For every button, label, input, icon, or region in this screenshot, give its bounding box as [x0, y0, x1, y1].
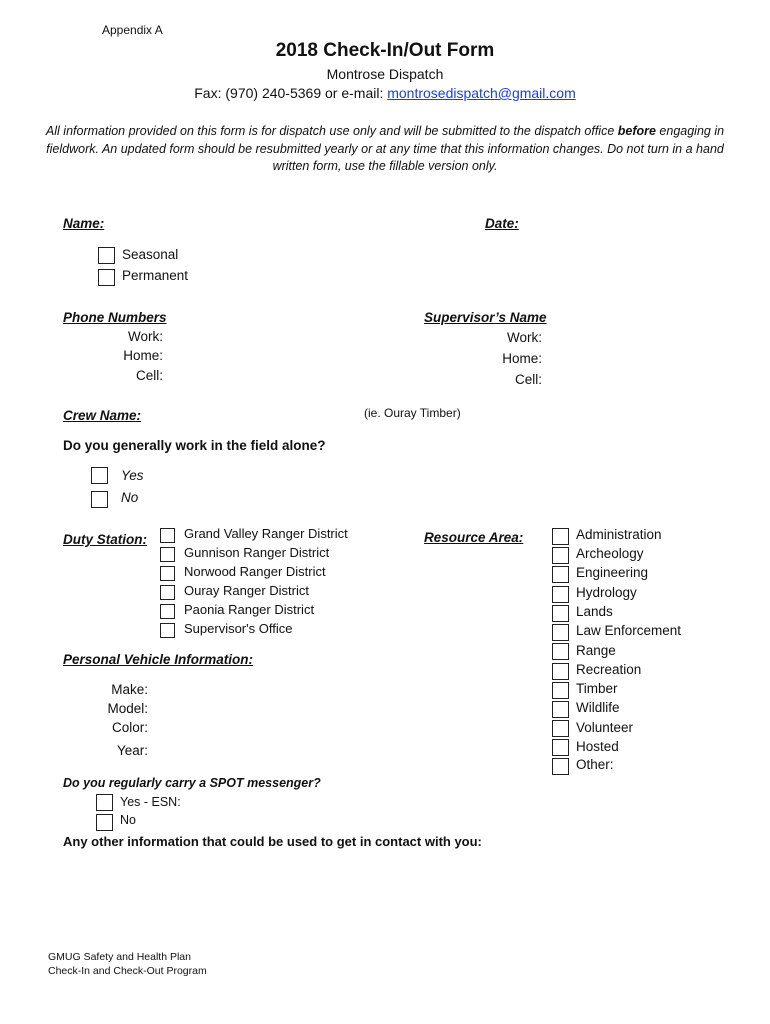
appendix-label: Appendix A [102, 23, 163, 37]
resource-range-checkbox[interactable] [552, 643, 569, 660]
duty-norwood-label: Norwood Ranger District [184, 564, 326, 579]
resource-archeology-label: Archeology [576, 546, 644, 561]
resource-law-enforcement-label: Law Enforcement [576, 623, 682, 638]
resource-lands-checkbox[interactable] [552, 605, 569, 622]
contact-question: Any other information that could be used to get in contact with you: [63, 834, 482, 849]
spot-no-label: No [120, 813, 136, 827]
name-label: Name: [63, 216, 105, 231]
notice-part2: engaging in fieldwork. An updated form should be resubmitted yearly or at any time that this information changes. Do not turn in a hand written form, use the fillable version only. [46, 124, 725, 173]
vehicle-color-label: Color: [111, 720, 148, 735]
vehicle-make-label: Make: [111, 682, 148, 697]
notice-text [40, 123, 730, 176]
phone-home-label: Home: [123, 348, 163, 363]
duty-paonia-label: Paonia Ranger District [184, 602, 315, 617]
supervisor-home-label: Home: [502, 351, 542, 366]
duty-supervisors-office-checkbox[interactable] [160, 623, 175, 638]
vehicle-year-label: Year: [116, 743, 148, 758]
supervisor-heading: Supervisor’s Name [424, 310, 547, 325]
resource-engineering-checkbox[interactable] [552, 566, 569, 583]
resource-timber-label: Timber [576, 681, 618, 696]
phone-work-label: Work: [127, 329, 163, 344]
resource-range-label: Range [576, 643, 616, 658]
notice-part1: All information provided on this form is for dispatch use only and will be submitted to the dispatch office [45, 124, 618, 138]
permanent-label: Permanent [122, 268, 189, 283]
alone-yes-checkbox[interactable] [91, 467, 108, 484]
resource-hosted-checkbox[interactable] [552, 739, 569, 756]
fax-line [0, 85, 770, 101]
resource-law-enforcement-checkbox[interactable] [552, 624, 569, 641]
resource-area-label: Resource Area: [424, 530, 524, 545]
resource-wildlife-checkbox[interactable] [552, 701, 569, 718]
seasonal-label: Seasonal [122, 247, 179, 262]
resource-wildlife-label: Wildlife [576, 700, 620, 715]
spot-yes-label: Yes - ESN: [120, 795, 181, 809]
resource-administration-checkbox[interactable] [552, 528, 569, 545]
duty-ouray-label: Ouray Ranger District [184, 583, 309, 598]
crew-name-hint: (ie. Ouray Timber) [364, 406, 461, 420]
seasonal-checkbox[interactable] [98, 247, 115, 264]
footer-line1: GMUG Safety and Health Plan [48, 951, 191, 963]
notice-bold: before [617, 124, 656, 138]
supervisor-work-label: Work: [506, 330, 542, 345]
work-alone-question: Do you generally work in the field alone? [63, 438, 326, 453]
alone-no-label: No [121, 490, 139, 505]
duty-station-label: Duty Station: [63, 532, 147, 547]
duty-paonia-checkbox[interactable] [160, 604, 175, 619]
date-label: Date: [485, 216, 519, 231]
duty-norwood-checkbox[interactable] [160, 566, 175, 581]
resource-hosted-label: Hosted [576, 739, 619, 754]
spot-yes-checkbox[interactable] [96, 794, 113, 811]
resource-hydrology-checkbox[interactable] [552, 586, 569, 603]
resource-hydrology-label: Hydrology [576, 585, 637, 600]
footer-line2: Check-In and Check-Out Program [48, 965, 207, 977]
duty-grand-valley-checkbox[interactable] [160, 528, 175, 543]
permanent-checkbox[interactable] [98, 269, 115, 286]
resource-archeology-checkbox[interactable] [552, 547, 569, 564]
duty-ouray-checkbox[interactable] [160, 585, 175, 600]
spot-question: Do you regularly carry a SPOT messenger? [63, 776, 321, 790]
form-title: 2018 Check-In/Out Form [275, 40, 495, 61]
resource-other-checkbox[interactable] [552, 758, 569, 775]
vehicle-model-label: Model: [107, 701, 148, 716]
email-link[interactable]: montrosedispatch@gmail.com [387, 85, 576, 101]
duty-gunnison-checkbox[interactable] [160, 547, 175, 562]
phone-numbers-heading: Phone Numbers [63, 310, 167, 325]
duty-grand-valley-label: Grand Valley Ranger District [184, 526, 348, 541]
resource-lands-label: Lands [576, 604, 613, 619]
resource-recreation-label: Recreation [576, 662, 642, 677]
resource-administration-label: Administration [576, 527, 662, 542]
resource-volunteer-label: Volunteer [576, 720, 634, 735]
resource-recreation-checkbox[interactable] [552, 663, 569, 680]
alone-yes-label: Yes [121, 468, 144, 483]
spot-no-checkbox[interactable] [96, 814, 113, 831]
fax-text: Fax: (970) 240-5369 or e-mail: [194, 85, 388, 101]
alone-no-checkbox[interactable] [91, 491, 108, 508]
supervisor-cell-label: Cell: [514, 372, 542, 387]
form-subtitle: Montrose Dispatch [326, 66, 444, 82]
vehicle-heading: Personal Vehicle Information: [63, 652, 254, 667]
resource-timber-checkbox[interactable] [552, 682, 569, 699]
phone-cell-label: Cell: [135, 368, 163, 383]
duty-gunnison-label: Gunnison Ranger District [184, 545, 330, 560]
crew-name-label: Crew Name: [63, 408, 142, 423]
resource-volunteer-checkbox[interactable] [552, 720, 569, 737]
resource-other-label: Other: [576, 757, 614, 772]
duty-supervisors-office-label: Supervisor's Office [184, 621, 293, 636]
resource-engineering-label: Engineering [576, 565, 649, 580]
